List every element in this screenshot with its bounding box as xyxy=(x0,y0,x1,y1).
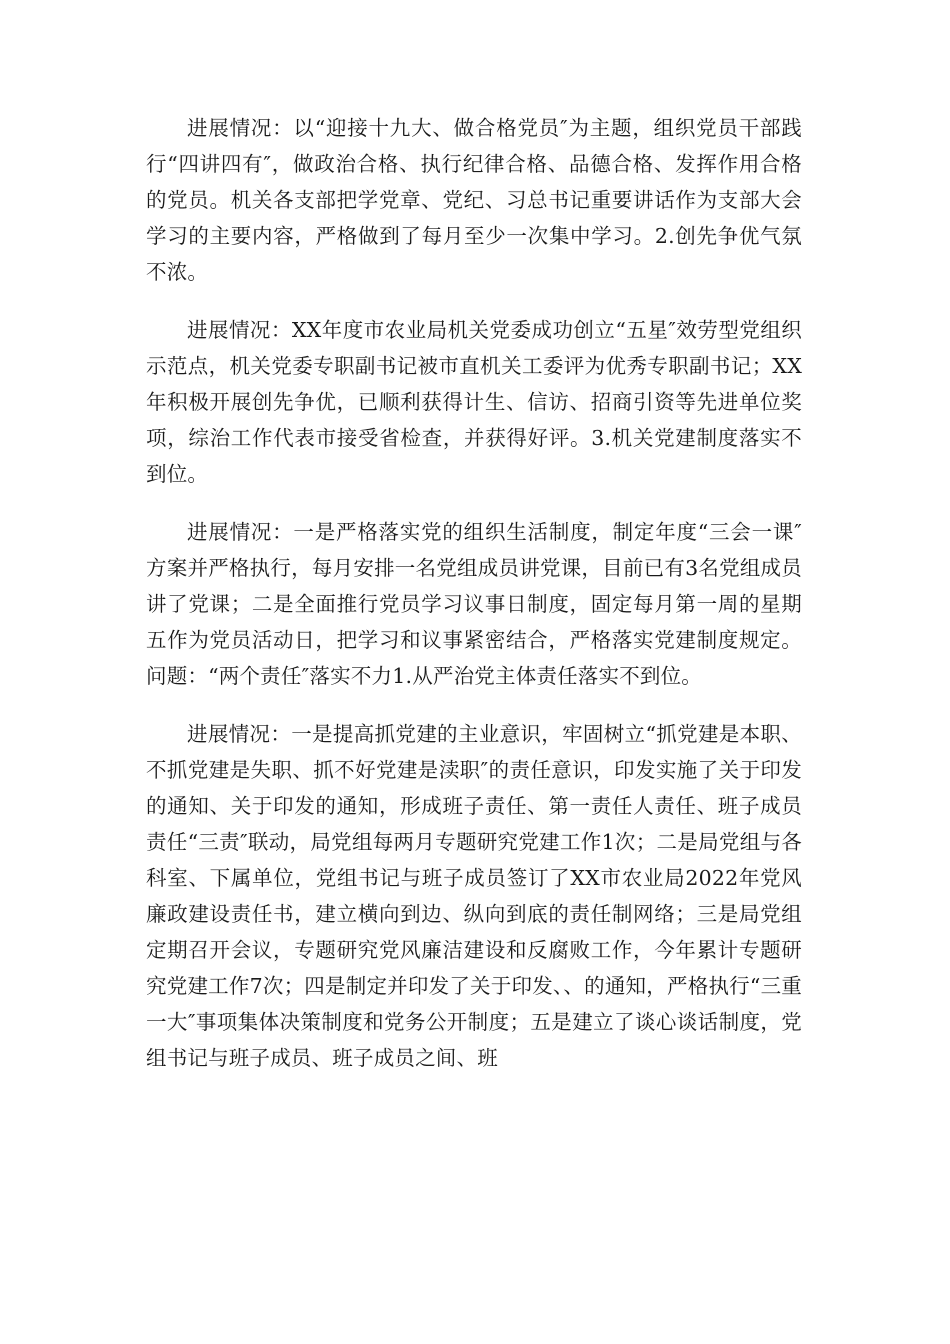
document-body xyxy=(146,110,802,1098)
paragraph-2: 进展情况：XX年度市农业局机关党委成功创立“五星″效劳型党组织示范点，机关党委专职副书记被市直机关工委评为优秀专职副书记；XX年积极开展创先争优，已顺利获得计生、信访、招商引资等先进单位奖项，综治工作代表市接受省检查，并获得好评。3.机关党建制度落实不到位。 xyxy=(146,318,802,486)
paragraph-4: 进展情况：一是提高抓党建的主业意识，牢固树立“抓党建是本职、不抓党建是失职、抓不好党建是渎职″的责任意识，印发实施了关于印发的通知、关于印发的通知，形成班子责任、第一责任人责任、班子成员责任“三责″联动，局党组每两月专题研究党建工作1次；二是局党组与各科室、下属单位，党组书记与班子成员签订了XX市农业局2022年党风廉政建设责任书，建立横向到边、纵向到底的责任制网络；三是局党组定期召开会议，专题研究党风廉洁建设和反腐败工作，今年累计专题研究党建工作7次；四是制定并印发了关于印发、、的通知，严格执行“三重一大″事项集体决策制度和党务公开制度；五是建立了谈心谈话制度，党组书记与班子成员、班子成员之间、班 xyxy=(146,722,802,1070)
paragraph-1: 进展情况：以“迎接十九大、做合格党员″为主题，组织党员干部践行“四讲四有″，做政治合格、执行纪律合格、品德合格、发挥作用合格的党员。机关各支部把学党章、党纪、习总书记重要讲话作为支部大会学习的主要内容，严格做到了每月至少一次集中学习。2.创先争优气氛不浓。 xyxy=(146,116,802,284)
paragraph-3: 进展情况：一是严格落实党的组织生活制度，制定年度“三会一课″方案并严格执行，每月安排一名党组成员讲党课，目前已有3名党组成员讲了党课；二是全面推行党员学习议事日制度，固定每月第一周的星期五作为党员活动日，把学习和议事紧密结合，严格落实党建制度规定。问题：“两个责任″落实不力1.从严治党主体责任落实不到位。 xyxy=(146,520,802,688)
